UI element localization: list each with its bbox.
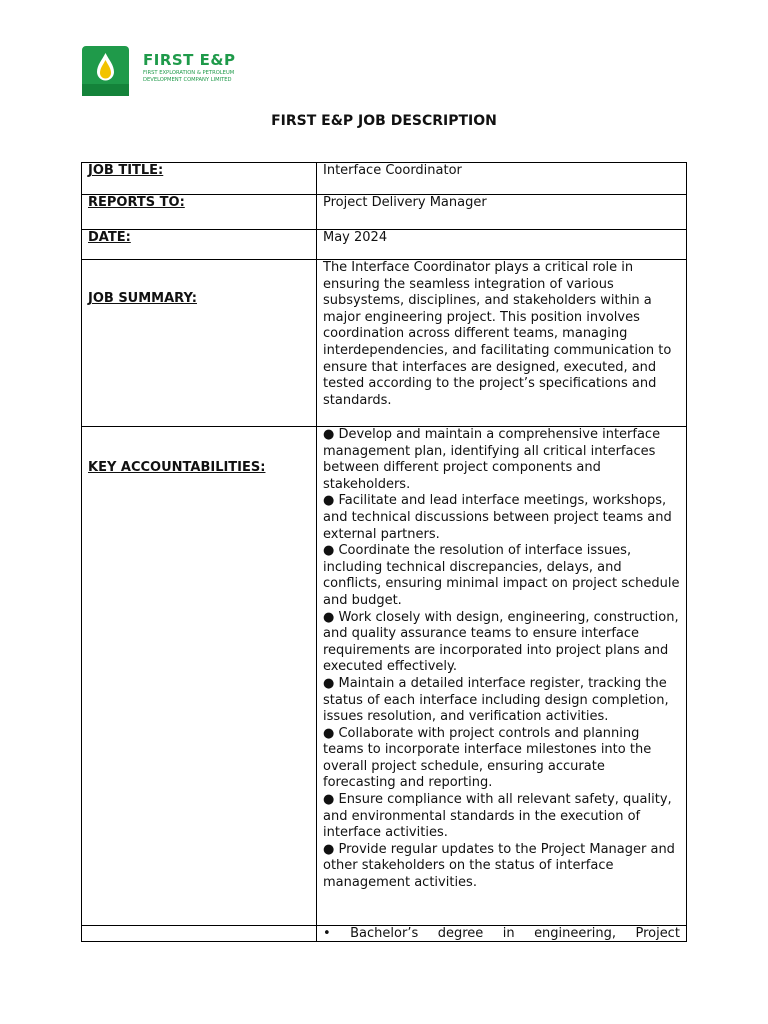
qualification-word: Project: [635, 926, 680, 941]
label-date: DATE:: [82, 230, 317, 260]
qualification-word: in: [502, 926, 515, 941]
label-reports-to: REPORTS TO:: [82, 195, 317, 230]
value-job-summary: The Interface Coordinator plays a critical role in ensuring the seamless integration of various subsystems, disciplines, and stakeholders within a major engineering project. This position involves coordination across different teams, managing interdependencies, and facilitating communication to ensure that interfaces are designed, executed, and tested according to the project’s specifications and standards.: [317, 260, 687, 427]
qualification-word: degree: [437, 926, 484, 941]
list-item: ● Ensure compliance with all relevant safety, quality, and environmental standards in the execution of interface activities.: [323, 792, 672, 841]
bullet-icon: •: [323, 926, 331, 941]
job-description-table: [81, 162, 687, 942]
value-qualifications: [317, 926, 687, 942]
label-job-title: JOB TITLE:: [82, 163, 317, 195]
table-row-date: [82, 230, 687, 260]
label-key-accountabilities-text: KEY ACCOUNTABILITIES:: [88, 460, 266, 475]
list-item: ● Work closely with design, engineering, construction, and quality assurance teams to ensure interface requirements are incorporated into project plans and executed effectively.: [323, 609, 679, 675]
logo-name: FIRST E&P: [143, 51, 236, 69]
list-item: ● Develop and maintain a comprehensive interface management plan, identifying all critical interfaces between different project components and stakeholders.: [323, 427, 661, 492]
value-reports-to: Project Delivery Manager: [317, 195, 687, 230]
qualifications-first-line: [323, 926, 680, 941]
value-job-title: Interface Coordinator: [317, 163, 687, 195]
label-job-summary-text: JOB SUMMARY:: [88, 291, 197, 306]
table-row-reports-to: [82, 195, 687, 230]
list-item: ● Facilitate and lead interface meetings, workshops, and technical discussions between project teams and external partners.: [323, 493, 672, 542]
list-item: ● Collaborate with project controls and planning teams to incorporate interface milestones into the overall project schedule, ensuring accurate forecasting and reporting.: [323, 725, 652, 791]
label-qualifications: [82, 926, 317, 942]
document-title: FIRST E&P JOB DESCRIPTION: [271, 113, 497, 129]
logo-subtitle-line-1: FIRST EXPLORATION & PETROLEUM: [143, 70, 235, 76]
label-job-summary: [82, 260, 317, 427]
value-key-accountabilities: [317, 427, 687, 926]
logo-subtitle: [143, 70, 253, 84]
label-key-accountabilities: [82, 427, 317, 926]
list-item: ● Coordinate the resolution of interface issues, including technical discrepancies, delays, and conflicts, ensuring minimal impact on project schedule and budget.: [323, 543, 680, 608]
table-row-job-title: [82, 163, 687, 195]
company-logo: [82, 46, 253, 96]
table-row-qualifications: [82, 926, 687, 942]
list-item: ● Provide regular updates to the Project Manager and other stakeholders on the status of interface management activities.: [323, 841, 675, 891]
table-row-key-accountabilities: [82, 427, 687, 926]
qualification-word: Bachelor’s: [350, 926, 419, 941]
logo-drop-icon: [82, 46, 129, 96]
value-date: May 2024: [317, 230, 687, 260]
table-row-job-summary: [82, 260, 687, 427]
logo-subtitle-line-2: DEVELOPMENT COMPANY LIMITED: [143, 77, 232, 83]
list-item: ● Maintain a detailed interface register, tracking the status of each interface including design completion, issues resolution, and verification activities.: [323, 675, 669, 725]
qualification-word: engineering,: [534, 926, 616, 941]
